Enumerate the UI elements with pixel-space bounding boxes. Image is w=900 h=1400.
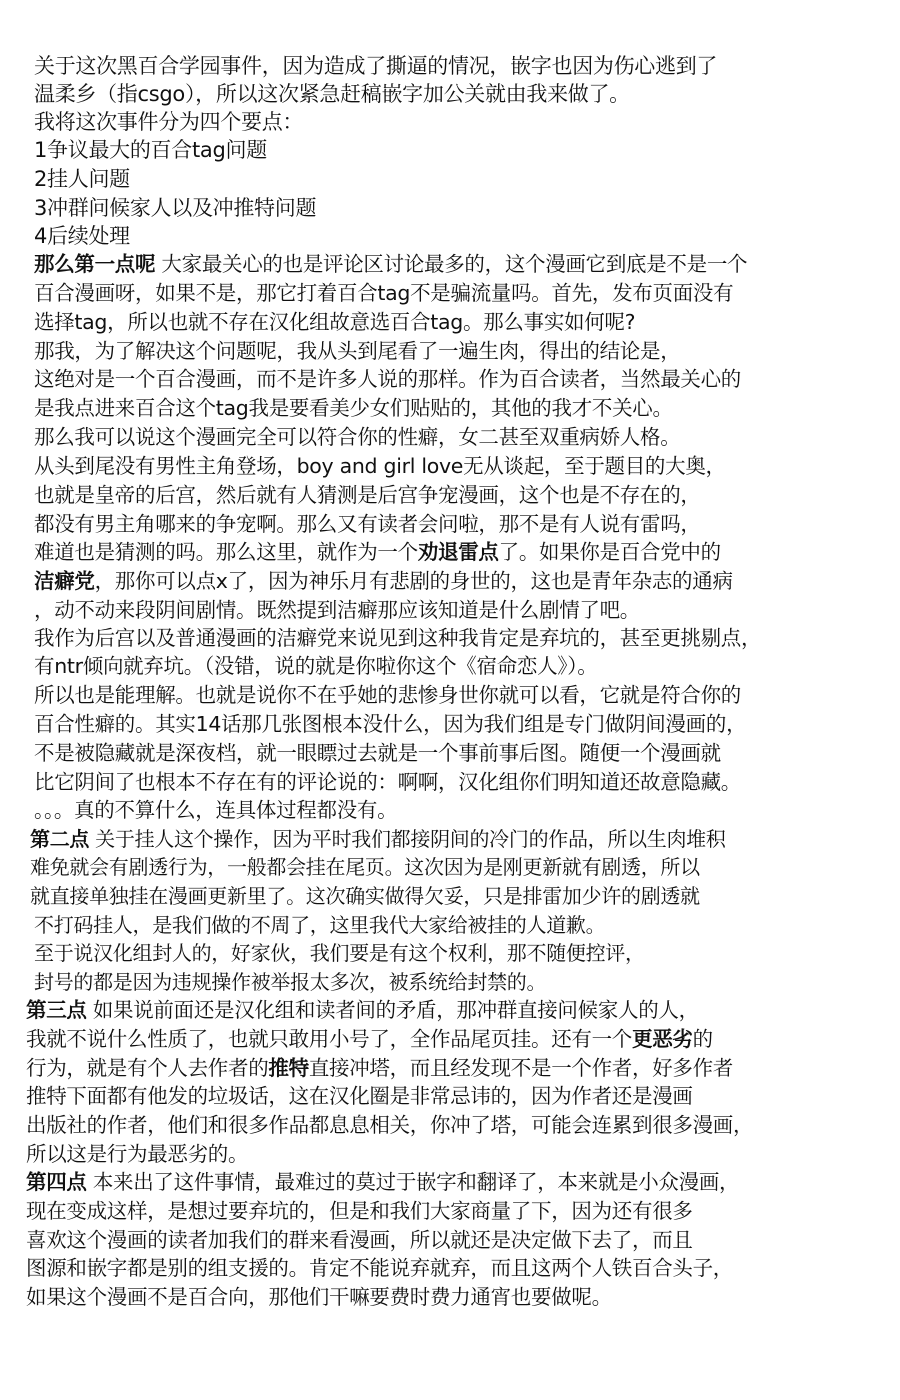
text-line (26, 1054, 733, 1082)
text-segment: 3冲群问候家人以及冲推特问题 (34, 196, 317, 220)
text-segment: 至于说汉化组封人的，好家伙，我们要是有这个权利，那不随便控评， (34, 941, 645, 965)
bold-heading-segment: 劝退雷点 (417, 540, 499, 564)
text-line (34, 250, 747, 278)
text-line (34, 423, 680, 451)
text-segment: ，那你可以点x了，因为神乐月有悲剧的身世的，这也是青年杂志的通病 (94, 569, 733, 593)
text-line (34, 681, 741, 709)
text-segment: 那么我可以说这个漫画完全可以符合你的性癖，女二甚至双重病娇人格。 (34, 425, 681, 449)
text-line (34, 279, 733, 307)
text-segment: 直接冲塔，而且经发现不是一个作者，好多作者 (308, 1056, 734, 1080)
text-line (34, 222, 130, 250)
bold-heading-segment: 第四点 (26, 1170, 87, 1194)
text-line (34, 567, 733, 595)
text-line (30, 853, 700, 881)
text-segment: 难免就会有剧透行为，一般都会挂在尾页。这次因为是刚更新就有剧透，所以 (30, 855, 700, 879)
bold-heading-segment: 洁癖党 (34, 569, 95, 593)
text-line (34, 710, 746, 738)
bold-heading-segment: 第三点 (26, 998, 87, 1022)
text-line (34, 652, 597, 680)
text-line (34, 911, 605, 939)
text-line (26, 1168, 739, 1196)
text-line (34, 52, 717, 80)
text-segment: 本来出了这件事情，最难过的莫过于嵌字和翻译了，本来就是小众漫画， (86, 1170, 740, 1194)
text-segment: 如果说前面还是汉化组和读者间的矛盾，那冲群直接问候家人的人， (86, 998, 699, 1022)
text-segment: 百合漫画呀，如果不是，那它打着百合tag不是骗流量吗。首先，发布页面没有 (34, 281, 734, 305)
text-line (34, 968, 546, 996)
text-line (26, 996, 699, 1024)
text-line (34, 108, 303, 136)
text-line (30, 882, 700, 910)
text-segment: 封号的都是因为违规操作被举报太多次，被系统给封禁的。 (34, 970, 547, 994)
text-line (34, 538, 721, 566)
text-segment: 推特下面都有他发的垃圾话，这在汉化圈是非常忌讳的，因为作者还是漫画 (26, 1084, 693, 1108)
text-line (26, 1025, 713, 1053)
text-line (34, 768, 741, 796)
text-segment: 了。如果你是百合党中的 (498, 540, 721, 564)
text-line (26, 1197, 693, 1225)
text-segment: 关于这次黑百合学园事件，因为造成了撕逼的情况，嵌字也因为伤心逃到了 (34, 54, 718, 78)
text-segment: 有ntr倾向就弃坑。（没错，说的就是你啦你这个《宿命恋人》）。 (34, 654, 598, 678)
text-segment: 。。。真的不算什么，连具体过程都没有。 (34, 798, 398, 822)
text-segment: 这绝对是一个百合漫画，而不是许多人说的那样。作为百合读者，当然最关心的 (34, 367, 741, 391)
text-segment: 比它阴间了也根本不存在有的评论说的：啊啊，汉化组你们明知道还故意隐藏。 (34, 770, 741, 794)
text-segment: 我将这次事件分为四个要点： (34, 110, 304, 134)
text-segment: 行为，就是有个人去作者的 (26, 1056, 269, 1080)
text-segment: 不是被隐藏就是深夜档，就一眼瞟过去就是一个事前事后图。随便一个漫画就 (34, 741, 721, 765)
text-line (26, 1226, 693, 1254)
text-line (26, 1283, 612, 1311)
bold-heading-segment: 推特 (268, 1056, 309, 1080)
text-segment: 从头到尾没有男性主角登场，boy and girl love无从谈起，至于题目的大奥， (34, 454, 726, 478)
text-line (34, 596, 640, 624)
text-line (34, 365, 741, 393)
text-line (34, 136, 267, 164)
text-segment: 就直接单独挂在漫画更新里了。这次确实做得欠妥，只是排雷加少许的剧透就 (30, 884, 700, 908)
text-segment: 难道也是猜测的吗。那么这里，就作为一个 (34, 540, 418, 564)
text-line (34, 308, 635, 336)
text-line (26, 1254, 733, 1282)
text-segment: 出版社的作者，他们和很多作品都息息相关，你冲了塔，可能会连累到很多漫画， (26, 1113, 754, 1137)
text-line (34, 939, 645, 967)
text-line (34, 624, 761, 652)
bold-heading-segment: 更恶劣 (632, 1027, 693, 1051)
text-segment: 也就是皇帝的后宫，然后就有人猜测是后宫争宠漫画，这个也是不存在的， (34, 483, 701, 507)
text-segment: 的 (692, 1027, 713, 1051)
text-segment: 2挂人问题 (34, 167, 130, 191)
bold-heading-segment: 第二点 (30, 827, 90, 851)
text-line (26, 1082, 693, 1110)
text-line (34, 739, 721, 767)
text-segment: 大家最关心的也是评论区讨论最多的，这个漫画它到底是不是一个 (155, 252, 748, 276)
text-segment: 喜欢这个漫画的读者加我们的群来看漫画，所以就还是决定做下去了，而且 (26, 1228, 693, 1252)
text-segment: 不打码挂人，是我们做的不周了，这里我代大家给被挂的人道歉。 (34, 913, 606, 937)
text-segment: 4后续处理 (34, 224, 130, 248)
text-segment: 温柔乡（指csgo），所以这次紧急赶稿嵌字加公关就由我来做了。 (34, 82, 630, 106)
text-segment: 是我点进来百合这个tag我是要看美少女们贴贴的，其他的我才不关心。 (34, 396, 673, 420)
bold-heading-segment: 那么第一点呢 (34, 252, 156, 276)
text-segment: 所以也是能理解。也就是说你不在乎她的悲惨身世你就可以看，它就是符合你的 (34, 683, 741, 707)
text-segment: 1争议最大的百合tag问题 (34, 138, 267, 162)
text-line (34, 510, 701, 538)
text-segment: 选择tag，所以也就不存在汉化组故意选百合tag。那么事实如何呢? (34, 310, 636, 334)
text-line (34, 194, 316, 222)
text-line (34, 337, 680, 365)
text-line (34, 394, 673, 422)
text-segment: 现在变成这样，是想过要弃坑的，但是和我们大家商量了下，因为还有很多 (26, 1199, 693, 1223)
text-line (34, 80, 630, 108)
text-segment: 如果这个漫画不是百合向，那他们干嘛要费时费力通宵也要做呢。 (26, 1285, 612, 1309)
text-line (34, 452, 726, 480)
text-segment: 那我，为了解决这个问题呢，我从头到尾看了一遍生肉，得出的结论是， (34, 339, 681, 363)
text-segment: 我作为后宫以及普通漫画的洁癖党来说见到这种我肯定是弃坑的，甚至更挑剔点， (34, 626, 762, 650)
text-line (30, 825, 726, 853)
text-line (26, 1140, 248, 1168)
text-line (34, 165, 130, 193)
text-segment: 我就不说什么性质了，也就只敢用小号了，全作品尾页挂。还有一个 (26, 1027, 632, 1051)
text-line (34, 796, 397, 824)
text-segment: 都没有男主角哪来的争宠啊。那么又有读者会问啦，那不是有人说有雷吗， (34, 512, 701, 536)
text-segment: 百合性癖的。其实14话那几张图根本没什么，因为我们组是专门做阴间漫画的， (34, 712, 747, 736)
text-line (34, 481, 701, 509)
text-line (26, 1111, 753, 1139)
text-segment: ，动不动来段阴间剧情。既然提到洁癖那应该知道是什么剧情了吧。 (34, 598, 640, 622)
text-segment: 关于挂人这个操作，因为平时我们都接阴间的冷门的作品，所以生肉堆积 (89, 827, 726, 851)
text-segment: 所以这是行为最恶劣的。 (26, 1142, 249, 1166)
text-segment: 图源和嵌字都是别的组支援的。肯定不能说弃就弃，而且这两个人铁百合头子， (26, 1256, 733, 1280)
